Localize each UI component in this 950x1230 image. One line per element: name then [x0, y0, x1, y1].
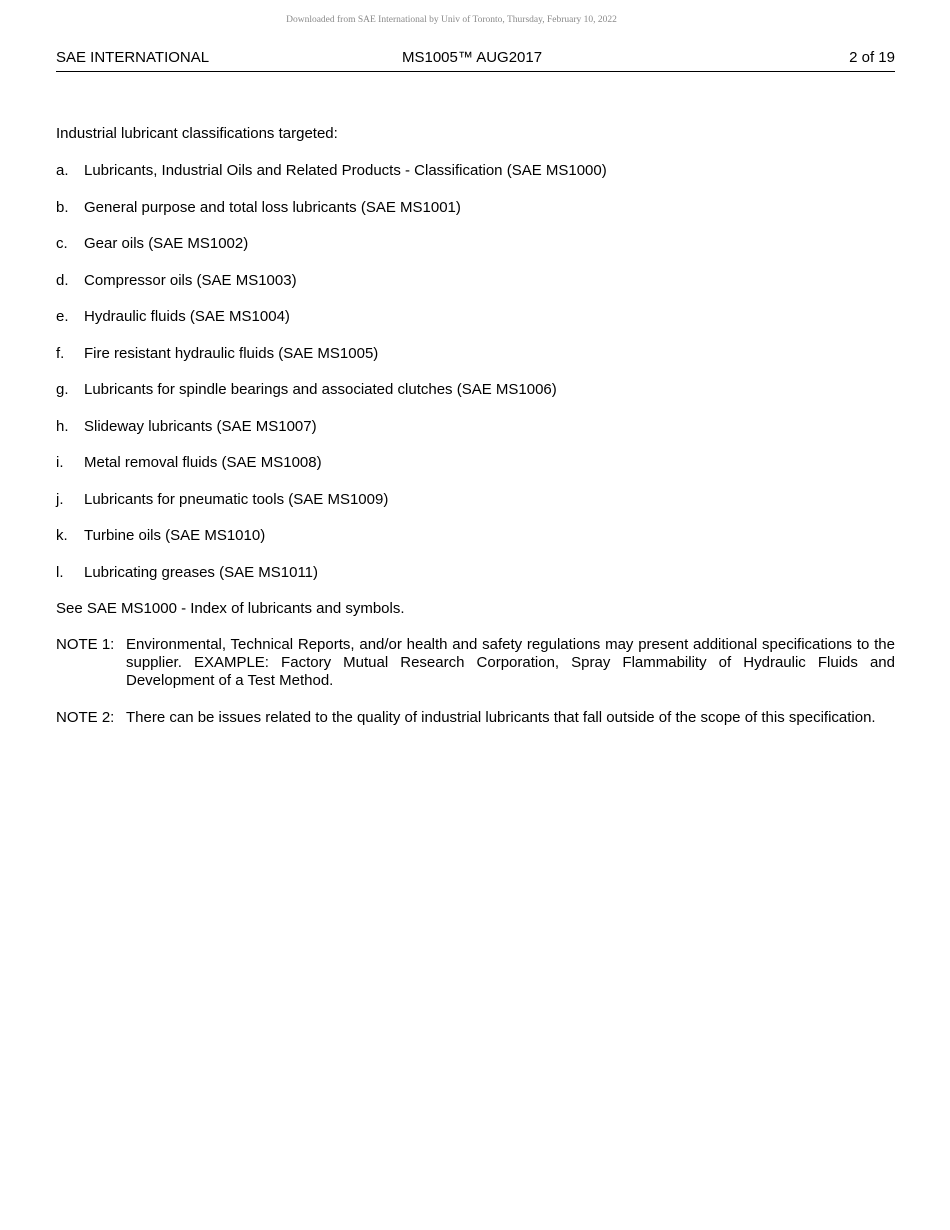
list-item	[56, 308, 895, 326]
list-item	[56, 199, 895, 217]
note-1	[56, 636, 895, 690]
header-page-number: 2 of 19	[849, 49, 895, 66]
list-item-text: Lubricants for spindle bearings and associated clutches (SAE MS1006)	[84, 381, 557, 398]
list-marker: h.	[56, 417, 69, 435]
note-label: NOTE 1:	[56, 636, 115, 653]
list-marker: f.	[56, 344, 65, 362]
list-item	[56, 454, 895, 472]
list-item-text: Fire resistant hydraulic fluids (SAE MS1005)	[84, 344, 379, 362]
list-item-text: Gear oils (SAE MS1002)	[84, 235, 249, 252]
list-marker: d.	[56, 271, 69, 289]
list-item-text: Compressor oils (SAE MS1003)	[84, 271, 297, 289]
note-label: NOTE 2:	[56, 709, 115, 726]
note-text: There can be issues related to the quality of industrial lubricants that fall outside of the scope of this specification.	[126, 709, 876, 726]
list-item-text: Hydraulic fluids (SAE MS1004)	[84, 308, 290, 325]
classification-list	[56, 162, 895, 582]
list-item-text: Slideway lubricants (SAE MS1007)	[84, 417, 317, 435]
list-marker: b.	[56, 198, 69, 216]
note-2	[56, 709, 895, 727]
list-item	[56, 564, 895, 582]
list-item-text: Turbine oils (SAE MS1010)	[84, 527, 266, 544]
list-item-text: Metal removal fluids (SAE MS1008)	[84, 454, 322, 471]
list-item-text: Lubricants, Industrial Oils and Related Products - Classification (SAE MS1000)	[84, 162, 607, 179]
header-document-id: MS1005™ AUG2017	[402, 49, 543, 66]
list-marker: j.	[56, 490, 64, 508]
intro-paragraph: Industrial lubricant classifications targeted:	[56, 125, 338, 142]
list-marker: a.	[56, 162, 69, 179]
see-also-paragraph: See SAE MS1000 - Index of lubricants and symbols.	[56, 600, 405, 617]
list-item-text: Lubricating greases (SAE MS1011)	[84, 563, 319, 581]
header-publisher: SAE INTERNATIONAL	[56, 49, 210, 66]
list-item	[56, 162, 895, 180]
list-item	[56, 491, 895, 509]
list-marker: g.	[56, 381, 69, 398]
list-item-text: General purpose and total loss lubricants (SAE MS1001)	[84, 198, 461, 216]
list-item	[56, 418, 895, 436]
page-header	[56, 49, 895, 72]
list-item	[56, 272, 895, 290]
list-marker: l.	[56, 563, 64, 581]
note-text: Environmental, Technical Reports, and/or health and safety regulations may present additional specifications to the supplier. EXAMPLE: Factory Mutual Research Corporation, Spray Flammability of Hydraulic Fluids and Development of a Test Method.	[126, 636, 895, 689]
list-item	[56, 235, 895, 253]
list-item	[56, 345, 895, 363]
download-watermark: Downloaded from SAE International by Univ of Toronto, Thursday, February 10, 2022	[286, 15, 617, 25]
list-marker: i.	[56, 454, 64, 471]
list-marker: c.	[56, 235, 68, 252]
list-item-text: Lubricants for pneumatic tools (SAE MS1009)	[84, 490, 389, 508]
list-item	[56, 381, 895, 399]
list-marker: k.	[56, 527, 68, 544]
list-marker: e.	[56, 308, 69, 325]
list-item	[56, 527, 895, 545]
document-body	[56, 125, 895, 746]
